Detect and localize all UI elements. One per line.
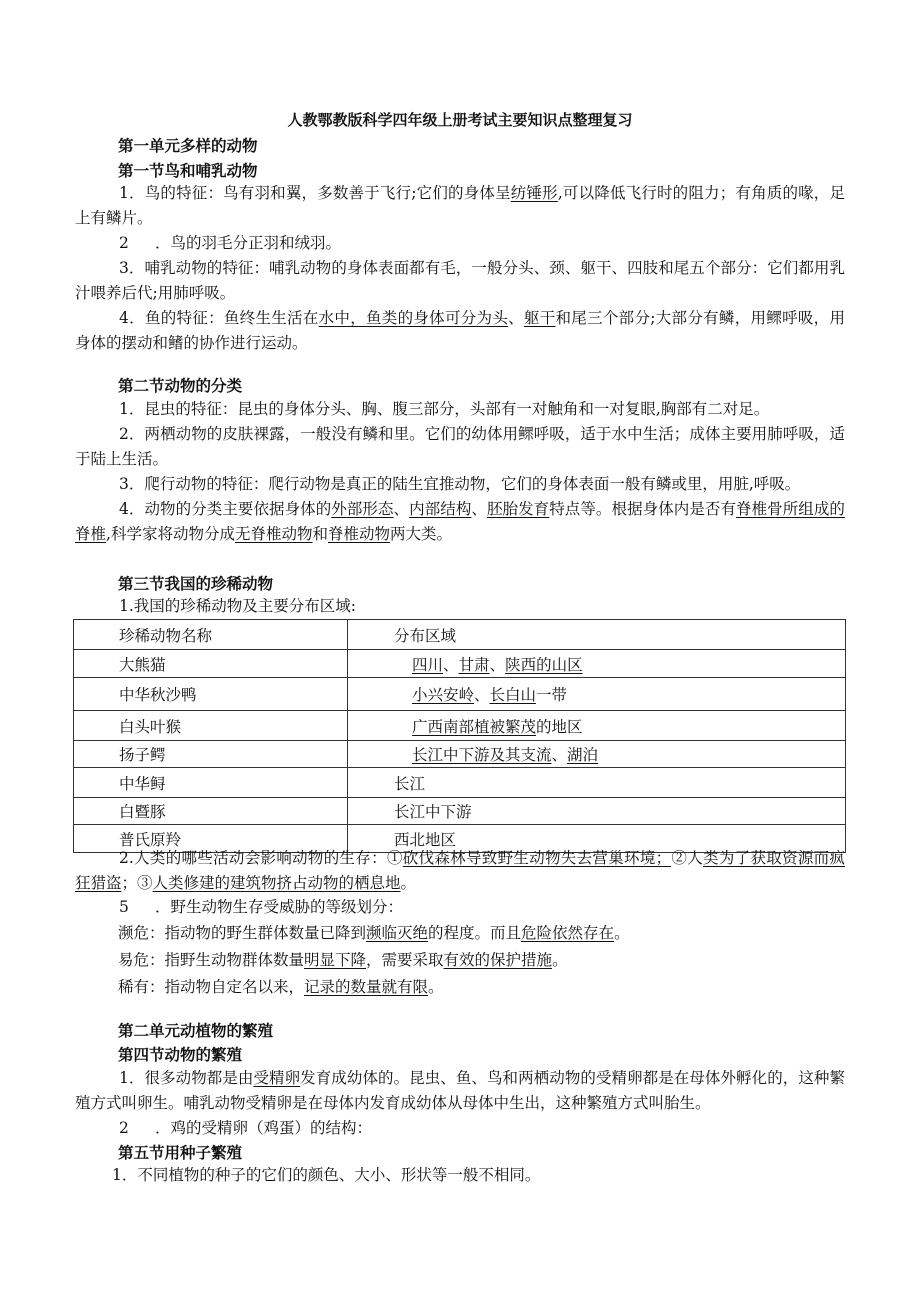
underlined-term: 广西南部植被繁茂 <box>412 717 537 736</box>
underlined-term: 脊椎骨所组成的脊椎 <box>75 500 845 543</box>
table-header-name: 珍稀动物名称 <box>74 620 348 650</box>
unit-2-heading: 第二单元动植物的繁殖 <box>118 1022 274 1040</box>
text-run: 。 <box>614 924 630 942</box>
underlined-term: 明显下降 <box>304 951 367 969</box>
table-row <box>74 741 846 768</box>
underlined-term: 陕西的山区 <box>505 655 583 674</box>
text-run: 、 <box>508 309 524 327</box>
text-run: 。 <box>400 874 417 892</box>
underlined-term: 小兴安岭 <box>412 686 475 704</box>
sec4-paragraph-2 <box>119 1116 372 1141</box>
text-run: 4．鱼的特征：鱼终生生活在 <box>119 309 319 327</box>
text-run: 稀有：指动物自定名以来， <box>118 978 305 996</box>
sec3-paragraph-2 <box>75 846 845 896</box>
text-run: 濒危：指动物的野生群体数量已降到 <box>118 924 367 942</box>
unit-1-heading: 第一单元多样的动物 <box>118 137 258 155</box>
underlined-term: 人类修建的建筑物挤占动物的栖息地 <box>152 874 401 892</box>
underlined-term: 四川 <box>412 655 444 674</box>
animal-name: 白头叶猴 <box>74 711 348 741</box>
text-run: 、 <box>551 746 568 764</box>
text-run: 和 <box>312 525 328 543</box>
animal-region: 长江 <box>348 768 846 798</box>
underlined-term: 危险依然存在 <box>521 924 615 942</box>
sec3-intro: 1.我国的珍稀动物及主要分布区域: <box>119 597 357 615</box>
sec3-endangered <box>118 921 630 946</box>
text-run: 两大类。 <box>390 525 453 543</box>
sec1-paragraph-2 <box>119 231 341 256</box>
text-run: ②人 <box>671 849 704 867</box>
text-run: 发育成幼体的。昆虫、鱼、鸟和两栖动物的受精卵都是在母体外孵化的，这种繁殖方式叫卵生。哺乳动物受精卵是在母体内发育成幼体从母体中生出，这种繁殖方式叫胎生。 <box>75 1069 845 1112</box>
sec4-paragraph-1 <box>75 1066 845 1116</box>
animal-name: 普氏原羚 <box>74 825 348 853</box>
section-3-heading: 第三节我国的珍稀动物 <box>118 575 274 593</box>
table-row <box>74 798 846 825</box>
animal-name: 中华秋沙鸭 <box>74 678 348 711</box>
text-run: 。 <box>428 978 444 996</box>
item-number: 2 <box>119 1119 129 1137</box>
underlined-term: 长江中下游及其支流 <box>412 746 552 764</box>
underlined-term: 脊椎动物 <box>327 525 390 543</box>
underlined-term: 甘肃 <box>458 655 490 674</box>
animal-region <box>348 678 846 711</box>
sec5-paragraph-1: 1．不同植物的种子的它们的颜色、大小、形状等一般不相同。 <box>112 1166 541 1184</box>
sec2-paragraph-3: 3．爬行动物的特征：爬行动物是真正的陆生宜推动物，它们的身体表面一般有鳞或里，用脏,呼吸。 <box>119 475 801 493</box>
underlined-term: 胚胎发育 <box>486 500 550 518</box>
table-row <box>74 711 846 741</box>
text-run: 一带 <box>536 686 568 704</box>
text-run: 2.人类的哪些活动会影响动物的生存：① <box>119 849 403 867</box>
item-number: 5 <box>119 898 129 916</box>
animal-name: 白暨豚 <box>74 798 348 825</box>
text-run: 和尾三个部分;大部分有鳞，用鳏呼吸，用身体的摆动和鳍的协作进行运动。 <box>75 309 845 352</box>
text-run: 、 <box>443 655 459 674</box>
underlined-term: 躯干 <box>523 309 556 327</box>
sec3-paragraph-3 <box>119 895 403 920</box>
sec1-paragraph-3: 3．哺乳动物的特征：哺乳动物的身体表面都有毛，一般分头、颈、躯干、四肢和尾五个部分：它们都用乳汁喂养后代;用肺呼吸。 <box>75 259 845 302</box>
text-run: 的程度。而且 <box>428 924 522 942</box>
text-run: 、 <box>393 500 410 518</box>
text-run: ,可以降低飞行时的阻力；有角质的喙，足上有鳞片。 <box>75 184 845 227</box>
text-run: 1．鸟的特征：鸟有羽和翼，多数善于飞行;它们的身体呈 <box>119 184 511 202</box>
table-header-row <box>74 620 846 650</box>
animal-region <box>348 741 846 768</box>
text-run: 1．很多动物都是由 <box>119 1069 254 1087</box>
table-row <box>74 678 846 711</box>
text-run: 4．动物的分类主要依据身体的 <box>119 500 332 518</box>
animal-region <box>348 711 846 741</box>
section-2-heading: 第二节动物的分类 <box>118 377 243 395</box>
section-4-heading: 第四节动物的繁殖 <box>118 1046 243 1064</box>
underlined-term: 受精卵 <box>253 1069 301 1087</box>
underlined-term: 湖泊 <box>567 746 599 764</box>
underlined-term: 内部结构 <box>409 500 472 518</box>
animal-name: 大熊猫 <box>74 650 348 678</box>
underlined-term: 濒临灭绝 <box>366 924 429 942</box>
text-run: ，需要采取 <box>366 951 444 969</box>
text-run: ．鸟的羽毛分正羽和绒羽。 <box>155 234 342 252</box>
sec1-paragraph-4 <box>75 306 845 356</box>
text-run: ．鸡的受精卵（鸡蛋）的结构： <box>155 1119 373 1137</box>
text-run: 、 <box>489 655 506 674</box>
text-run: 。 <box>552 951 568 969</box>
animal-name: 扬子鳄 <box>74 741 348 768</box>
underlined-term: 砍伐森林导致野生动物失去营巢环境； <box>402 849 672 867</box>
underlined-term: 外部形态 <box>331 500 394 518</box>
text-run: ；③ <box>121 874 153 892</box>
text-run: 易危：指野生动物群体数量 <box>118 951 305 969</box>
sec1-paragraph-1 <box>75 181 845 231</box>
document-title: 人教鄂教版科学四年级上册考试主要知识点整理复习 <box>287 111 633 129</box>
section-5-heading: 第五节用种子繁殖 <box>118 1144 243 1162</box>
item-number: 2 <box>119 234 129 252</box>
table-row <box>74 768 846 798</box>
underlined-term: 有效的保护措施 <box>443 951 553 969</box>
section-1-heading: 第一节鸟和哺乳动物 <box>118 162 258 180</box>
rare-animals-table <box>73 619 846 853</box>
text-run: 的地区 <box>536 717 583 736</box>
underlined-term: 水中，鱼类的身体可分为头 <box>318 309 509 327</box>
table-row <box>74 650 846 678</box>
table-header-region: 分布区域 <box>348 620 846 650</box>
text-run: 、 <box>471 500 487 518</box>
animal-region: 长江中下游 <box>348 798 846 825</box>
text-run: ．野生动物生存受威胁的等级划分： <box>155 898 404 916</box>
text-run: ,科学家将动物分成 <box>106 525 235 543</box>
sec2-paragraph-2: 2．两栖动物的皮肤裸露，一般没有鳞和里。它们的幼体用鳏呼吸，适于水中生活；成体主要用肺呼吸，适于陆上生活。 <box>75 425 845 468</box>
sec2-paragraph-1: 1．昆虫的特征：昆虫的身体分头、胸、腹三部分，头部有一对触角和一对复眼,胸部有二对足。 <box>119 400 770 418</box>
animal-region: 西北地区 <box>348 825 846 853</box>
underlined-term: 长白山 <box>489 686 537 704</box>
underlined-term: 记录的数量就有限 <box>304 978 429 996</box>
animal-region <box>348 650 846 678</box>
underlined-term: 纺锤形 <box>510 184 558 202</box>
text-run: 特点等。根据身体内是否有 <box>549 500 737 518</box>
sec3-vulnerable <box>118 948 568 973</box>
underlined-term: 类为了获取资源而疯狂猎盗 <box>75 849 845 892</box>
sec3-rare <box>118 975 444 1000</box>
underlined-term: 无脊椎动物 <box>234 525 313 543</box>
animal-name: 中华鲟 <box>74 768 348 798</box>
sec2-paragraph-4 <box>75 497 845 547</box>
text-run: 、 <box>474 686 490 704</box>
